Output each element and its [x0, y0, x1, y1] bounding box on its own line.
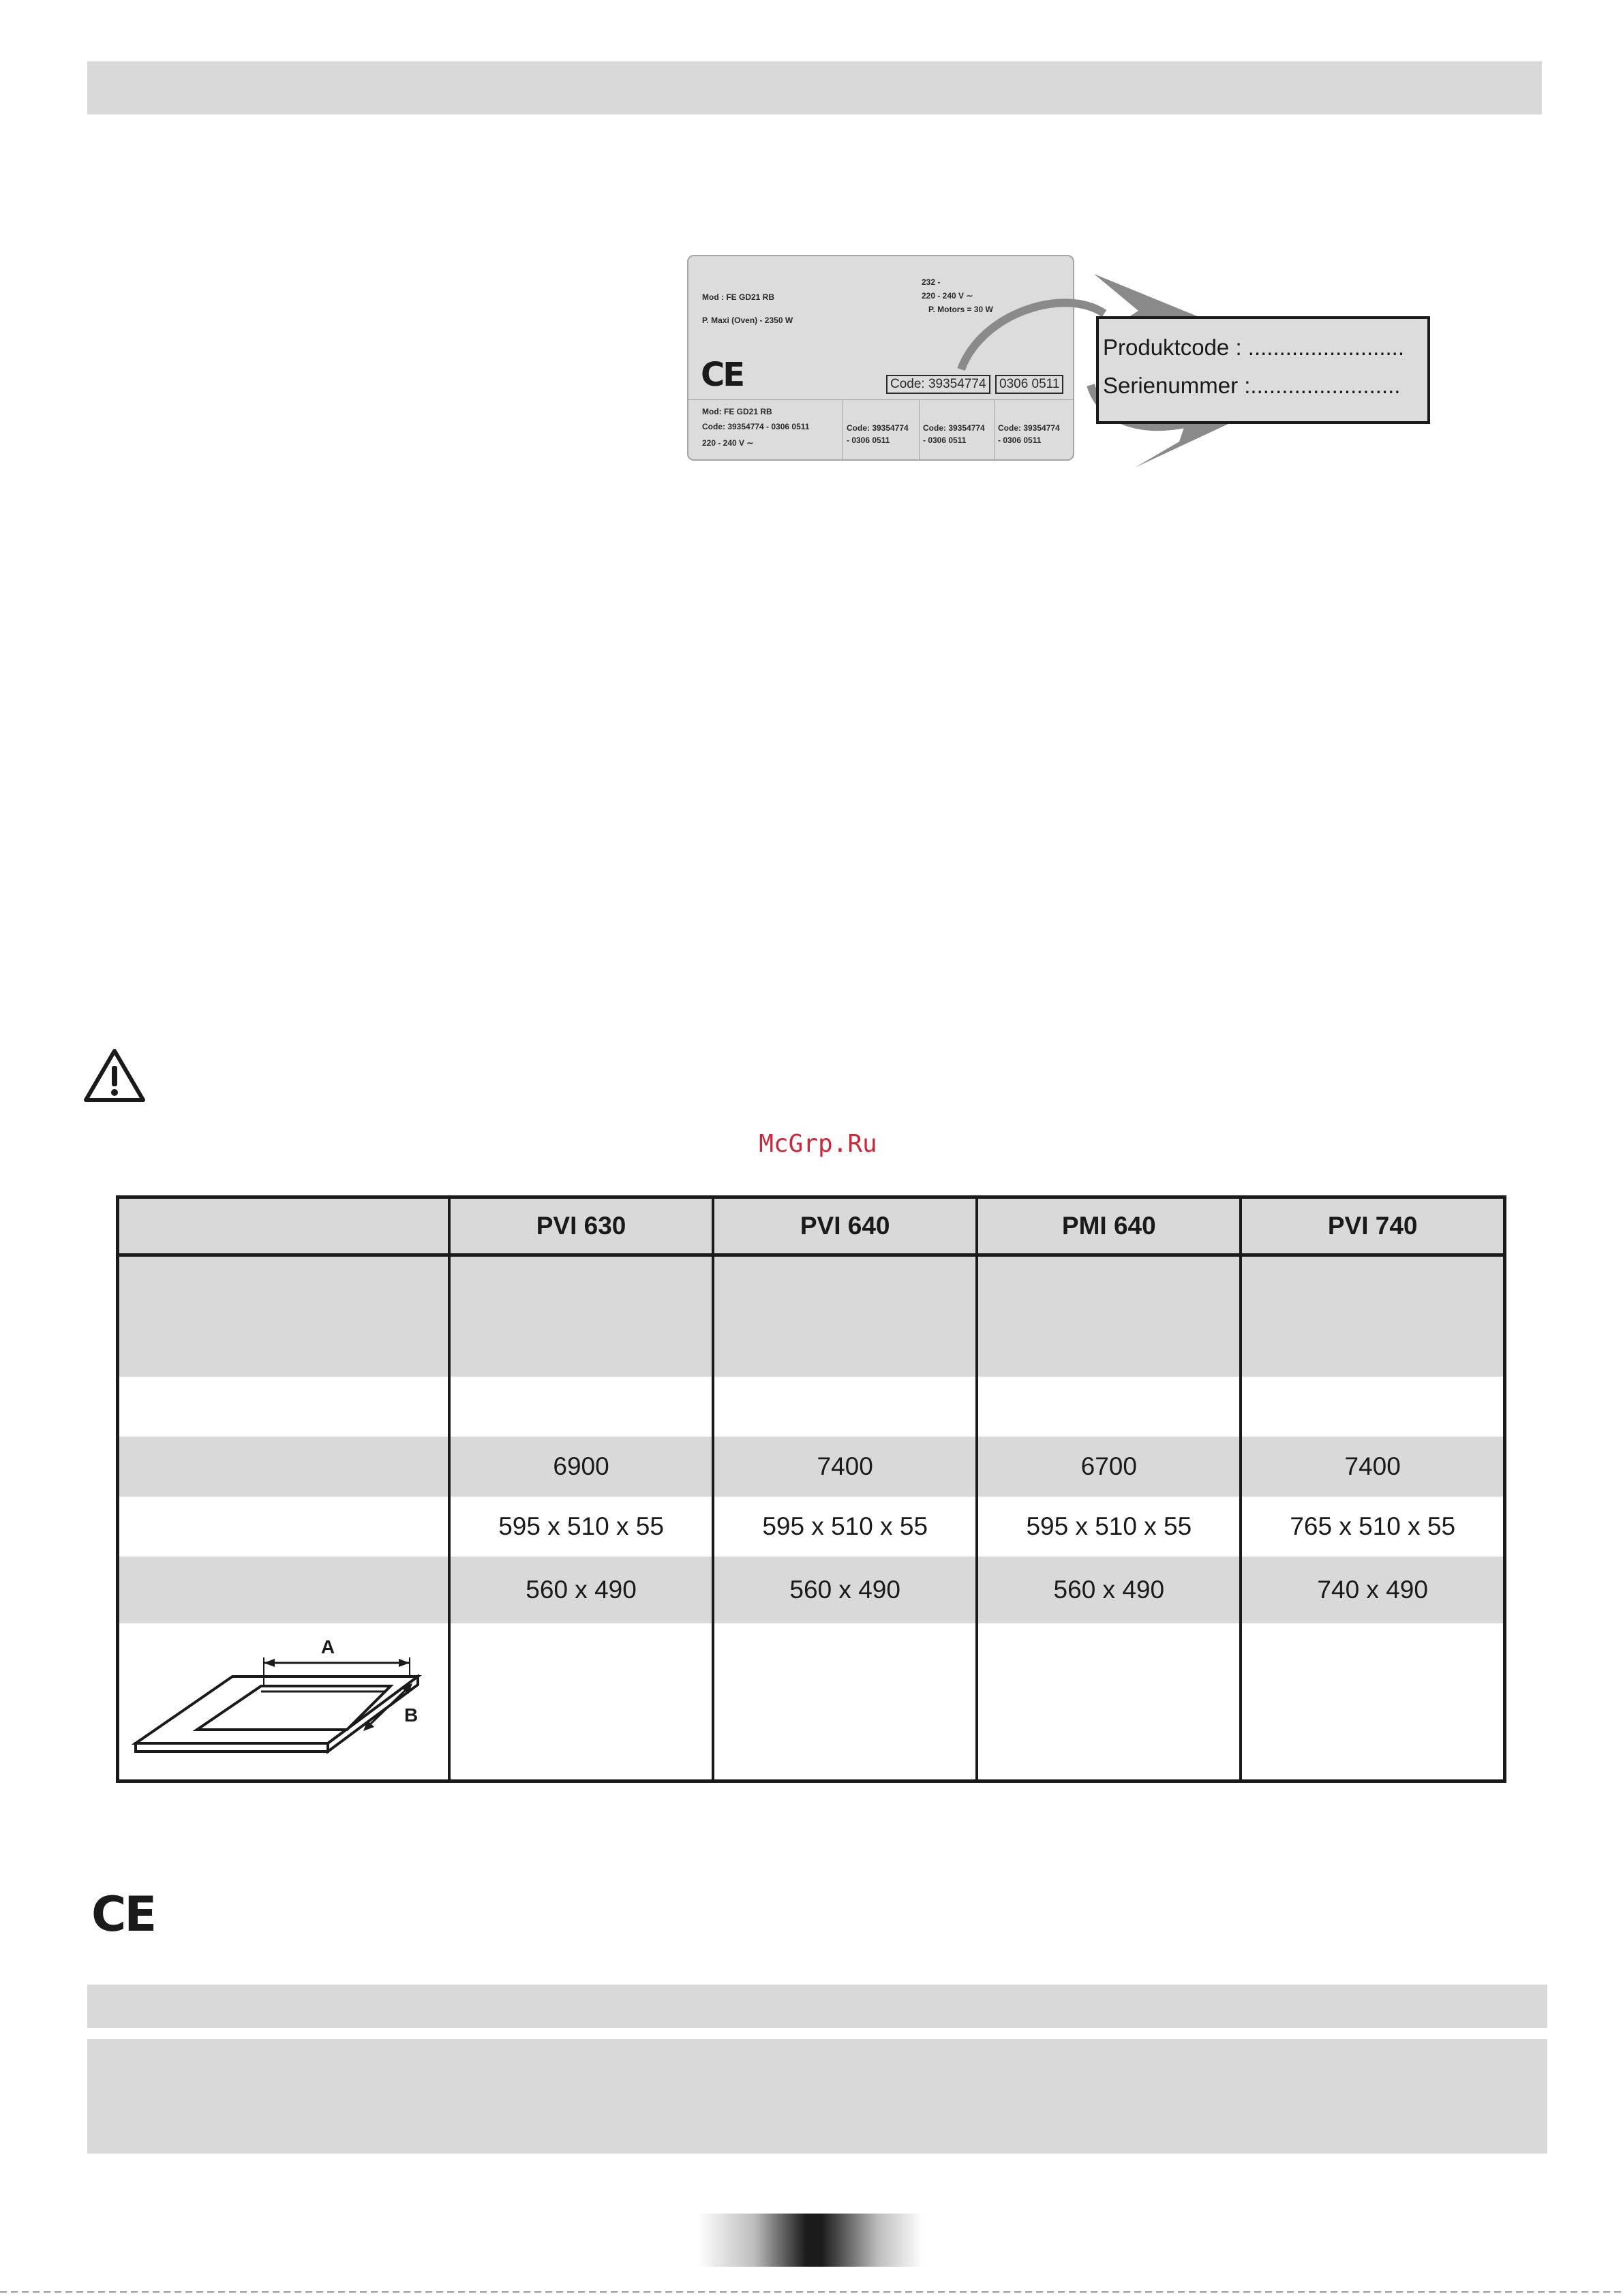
cutout-diagram-cell: [118, 1623, 450, 1781]
plate-code-box: Code: 39354774: [886, 375, 990, 394]
column-header: PVI 640: [713, 1197, 977, 1255]
table-header-row: [118, 1197, 1505, 1255]
table-cell: 765 x 510 x 55: [1241, 1497, 1504, 1557]
row-label-cell: [118, 1377, 450, 1437]
product-label-box: [1096, 316, 1430, 424]
section-box: [87, 2039, 1547, 2154]
plate-serial-box: 0306 0511: [995, 375, 1063, 394]
table-cell: [977, 1623, 1241, 1781]
cutout-dimension-diagram: [123, 1623, 444, 1773]
arrow-to-product-code: [961, 303, 1104, 369]
row-label-cell: [118, 1497, 450, 1557]
section-bar: [87, 1985, 1547, 2028]
table-row: [118, 1557, 1505, 1623]
table-cell: [713, 1623, 977, 1781]
table-cell: 6900: [449, 1437, 713, 1497]
table-cell: 560 x 490: [977, 1557, 1241, 1623]
plate-voltage: 220 - 240 V ∼: [922, 291, 973, 301]
table-row: [118, 1497, 1505, 1557]
arrow-a-right: [399, 1659, 410, 1667]
stub-code-2b: - 0306 0511: [847, 435, 890, 445]
table-cell: 560 x 490: [713, 1557, 977, 1623]
table-cell: 7400: [1241, 1437, 1504, 1497]
table-row: [118, 1437, 1505, 1497]
plate-stub-divider: [919, 399, 920, 459]
table-row: [118, 1377, 1505, 1437]
arrow-a-left: [264, 1659, 275, 1667]
row-label-cell: [118, 1437, 450, 1497]
table-cell: [449, 1623, 713, 1781]
table-cell: [977, 1255, 1241, 1377]
ce-mark: CE: [91, 1886, 155, 1942]
row-label-cell: [118, 1255, 450, 1377]
stub-code-4b: - 0306 0511: [998, 435, 1042, 445]
top-header-bar: [87, 61, 1542, 114]
page-number-tab: [698, 2214, 923, 2267]
stub-model: Mod: FE GD21 RB: [702, 407, 772, 416]
column-header: PVI 740: [1241, 1197, 1504, 1255]
table-cell: 7400: [713, 1437, 977, 1497]
stub-code-3b: - 0306 0511: [923, 435, 967, 445]
table-cell: 560 x 490: [449, 1557, 713, 1623]
column-header: PVI 630: [449, 1197, 713, 1255]
row-label-cell: [118, 1557, 450, 1623]
watermark: McGrp.Ru: [759, 1130, 877, 1158]
table-cell: 6700: [977, 1437, 1241, 1497]
table-cell: [449, 1255, 713, 1377]
table-cell: [1241, 1377, 1504, 1437]
table-cell: 595 x 510 x 55: [977, 1497, 1241, 1557]
stub-code-4a: Code: 39354774: [998, 423, 1060, 433]
bottom-dotted-line: [0, 2291, 1623, 2293]
table-cell: 595 x 510 x 55: [713, 1497, 977, 1557]
plate-power-max: P. Maxi (Oven) - 2350 W: [702, 316, 793, 325]
serial-number-line: Serienummer :........................: [1103, 373, 1401, 398]
stub-code-3a: Code: 39354774: [923, 423, 985, 433]
plate-ce-mark: CE: [701, 356, 744, 394]
stub-code-2a: Code: 39354774: [847, 423, 909, 433]
worktop-front-edge: [136, 1743, 328, 1751]
table-cell: [449, 1377, 713, 1437]
table-cell: [1241, 1255, 1504, 1377]
table-row: [118, 1255, 1505, 1377]
table-cell: [977, 1377, 1241, 1437]
dimension-label-a: A: [320, 1636, 335, 1657]
dimension-label-b: B: [404, 1704, 419, 1726]
header-empty-cell: [118, 1197, 450, 1255]
table-row: [118, 1623, 1505, 1781]
spec-table: [116, 1195, 1506, 1783]
table-cell: 740 x 490: [1241, 1557, 1504, 1623]
plate-voltage-code: 232 -: [922, 277, 941, 287]
stub-voltage: 220 - 240 V ∼: [702, 438, 754, 448]
column-header: PMI 640: [977, 1197, 1241, 1255]
table-cell: [1241, 1623, 1504, 1781]
warning-icon: [83, 1047, 146, 1104]
table-cell: [713, 1255, 977, 1377]
table-cell: 595 x 510 x 55: [449, 1497, 713, 1557]
stub-code: Code: 39354774 - 0306 0511: [702, 422, 810, 431]
plate-motor-power: P. Motors = 30 W: [928, 305, 993, 314]
table-cell: [713, 1377, 977, 1437]
plate-model: Mod : FE GD21 RB: [702, 292, 775, 302]
product-code-line: Produktcode : .........................: [1103, 335, 1405, 360]
